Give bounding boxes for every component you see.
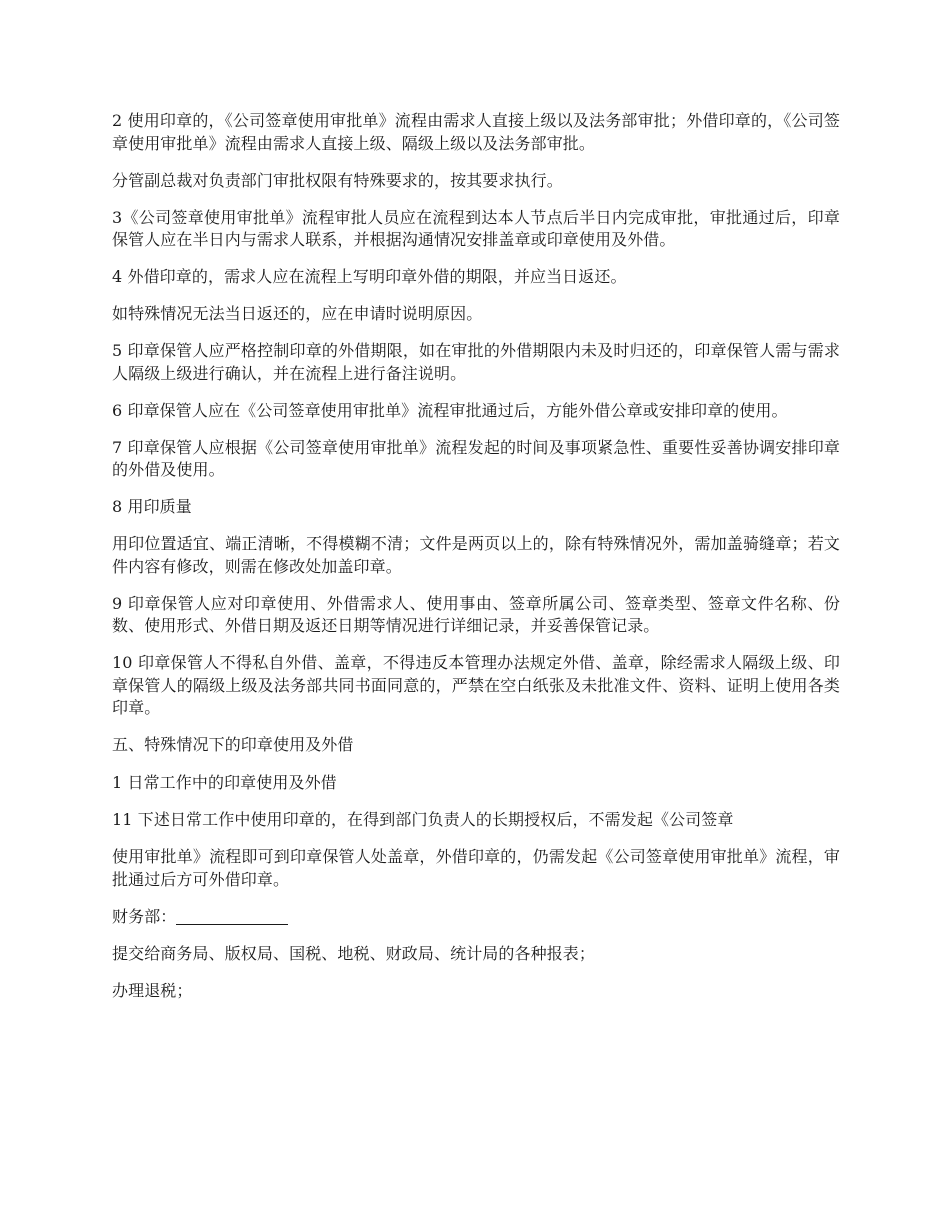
section-heading-special-cases: 五、特殊情况下的印章使用及外借 — [112, 735, 354, 754]
paragraph-special-return: 如特殊情况无法当日返还的，应在申请时说明原因。 — [112, 304, 483, 323]
document-page — [112, 110, 840, 1017]
finance-item-tax-refund: 办理退税； — [112, 980, 193, 1000]
finance-department-label: 财务部： — [112, 906, 177, 926]
paragraph-after-approval: 6 印章保管人应在《公司签章使用审批单》流程审批通过后，方能外借公章或安排印章的使用。 — [112, 400, 788, 420]
paragraph-prohibitions: 10 印章保管人不得私自外借、盖章，不得违反本管理办法规定外借、盖章，除经需求人隔级上级、印章保管人的隔级上级及法务部共同书面同意的，严禁在空白纸张及未批准文件、资料、证明上使用各类印章。 — [112, 653, 840, 717]
finance-department-line — [112, 906, 840, 929]
subsection-heading-daily-work: 1 日常工作中的印章使用及外借 — [112, 772, 337, 792]
paragraph-daily-work-part2: 使用审批单》流程即可到印章保管人处盖章，外借印章的，仍需发起《公司签章使用审批单》流程，审批通过后方可外借印章。 — [112, 847, 840, 889]
finance-item-reports: 提交给商务局、版权局、国税、地税、财政局、统计局的各种报表； — [112, 943, 596, 963]
paragraph-borrow-period: 4 外借印章的，需求人应在流程上写明印章外借的期限，并应当日返还。 — [112, 267, 627, 286]
finance-blank-line — [176, 908, 288, 925]
paragraph-vp-requirements: 分管副总裁对负责部门审批权限有特殊要求的，按其要求执行。 — [112, 170, 563, 190]
paragraph-daily-work-part1: 11 下述日常工作中使用印章的，在得到部门负责人的长期授权后，不需发起《公司签章 — [112, 810, 734, 829]
paragraph-borrow-control: 5 印章保管人应严格控制印章的外借期限，如在审批的外借期限内未及时归还的，印章保管人需与需求人隔级上级进行确认，并在流程上进行备注说明。 — [112, 341, 840, 383]
paragraph-approval-timing: 3《公司签章使用审批单》流程审批人员应在流程到达本人节点后半日内完成审批，审批通过后，印章保管人应在半日内与需求人联系，并根据沟通情况安排盖章或印章使用及外借。 — [112, 207, 840, 249]
paragraph-coordination: 7 印章保管人应根据《公司签章使用审批单》流程发起的时间及事项紧急性、重要性妥善协调安排印章的外借及使用。 — [112, 437, 840, 479]
paragraph-seal-quality-heading: 8 用印质量 — [112, 497, 192, 516]
paragraph-approval-flow: 2 使用印章的，《公司签章使用审批单》流程由需求人直接上级以及法务部审批；外借印章的，《公司签章使用审批单》流程由需求人直接上级、隔级上级以及法务部审批。 — [112, 111, 840, 153]
paragraph-seal-quality: 用印位置适宜、端正清晰，不得模糊不清；文件是两页以上的，除有特殊情况外，需加盖骑缝章；若文件内容有修改，则需在修改处加盖印章。 — [112, 534, 840, 576]
paragraph-records: 9 印章保管人应对印章使用、外借需求人、使用事由、签章所属公司、签章类型、签章文件名称、份数、使用形式、外借日期及返还日期等情况进行详细记录，并妥善保管记录。 — [112, 593, 840, 635]
